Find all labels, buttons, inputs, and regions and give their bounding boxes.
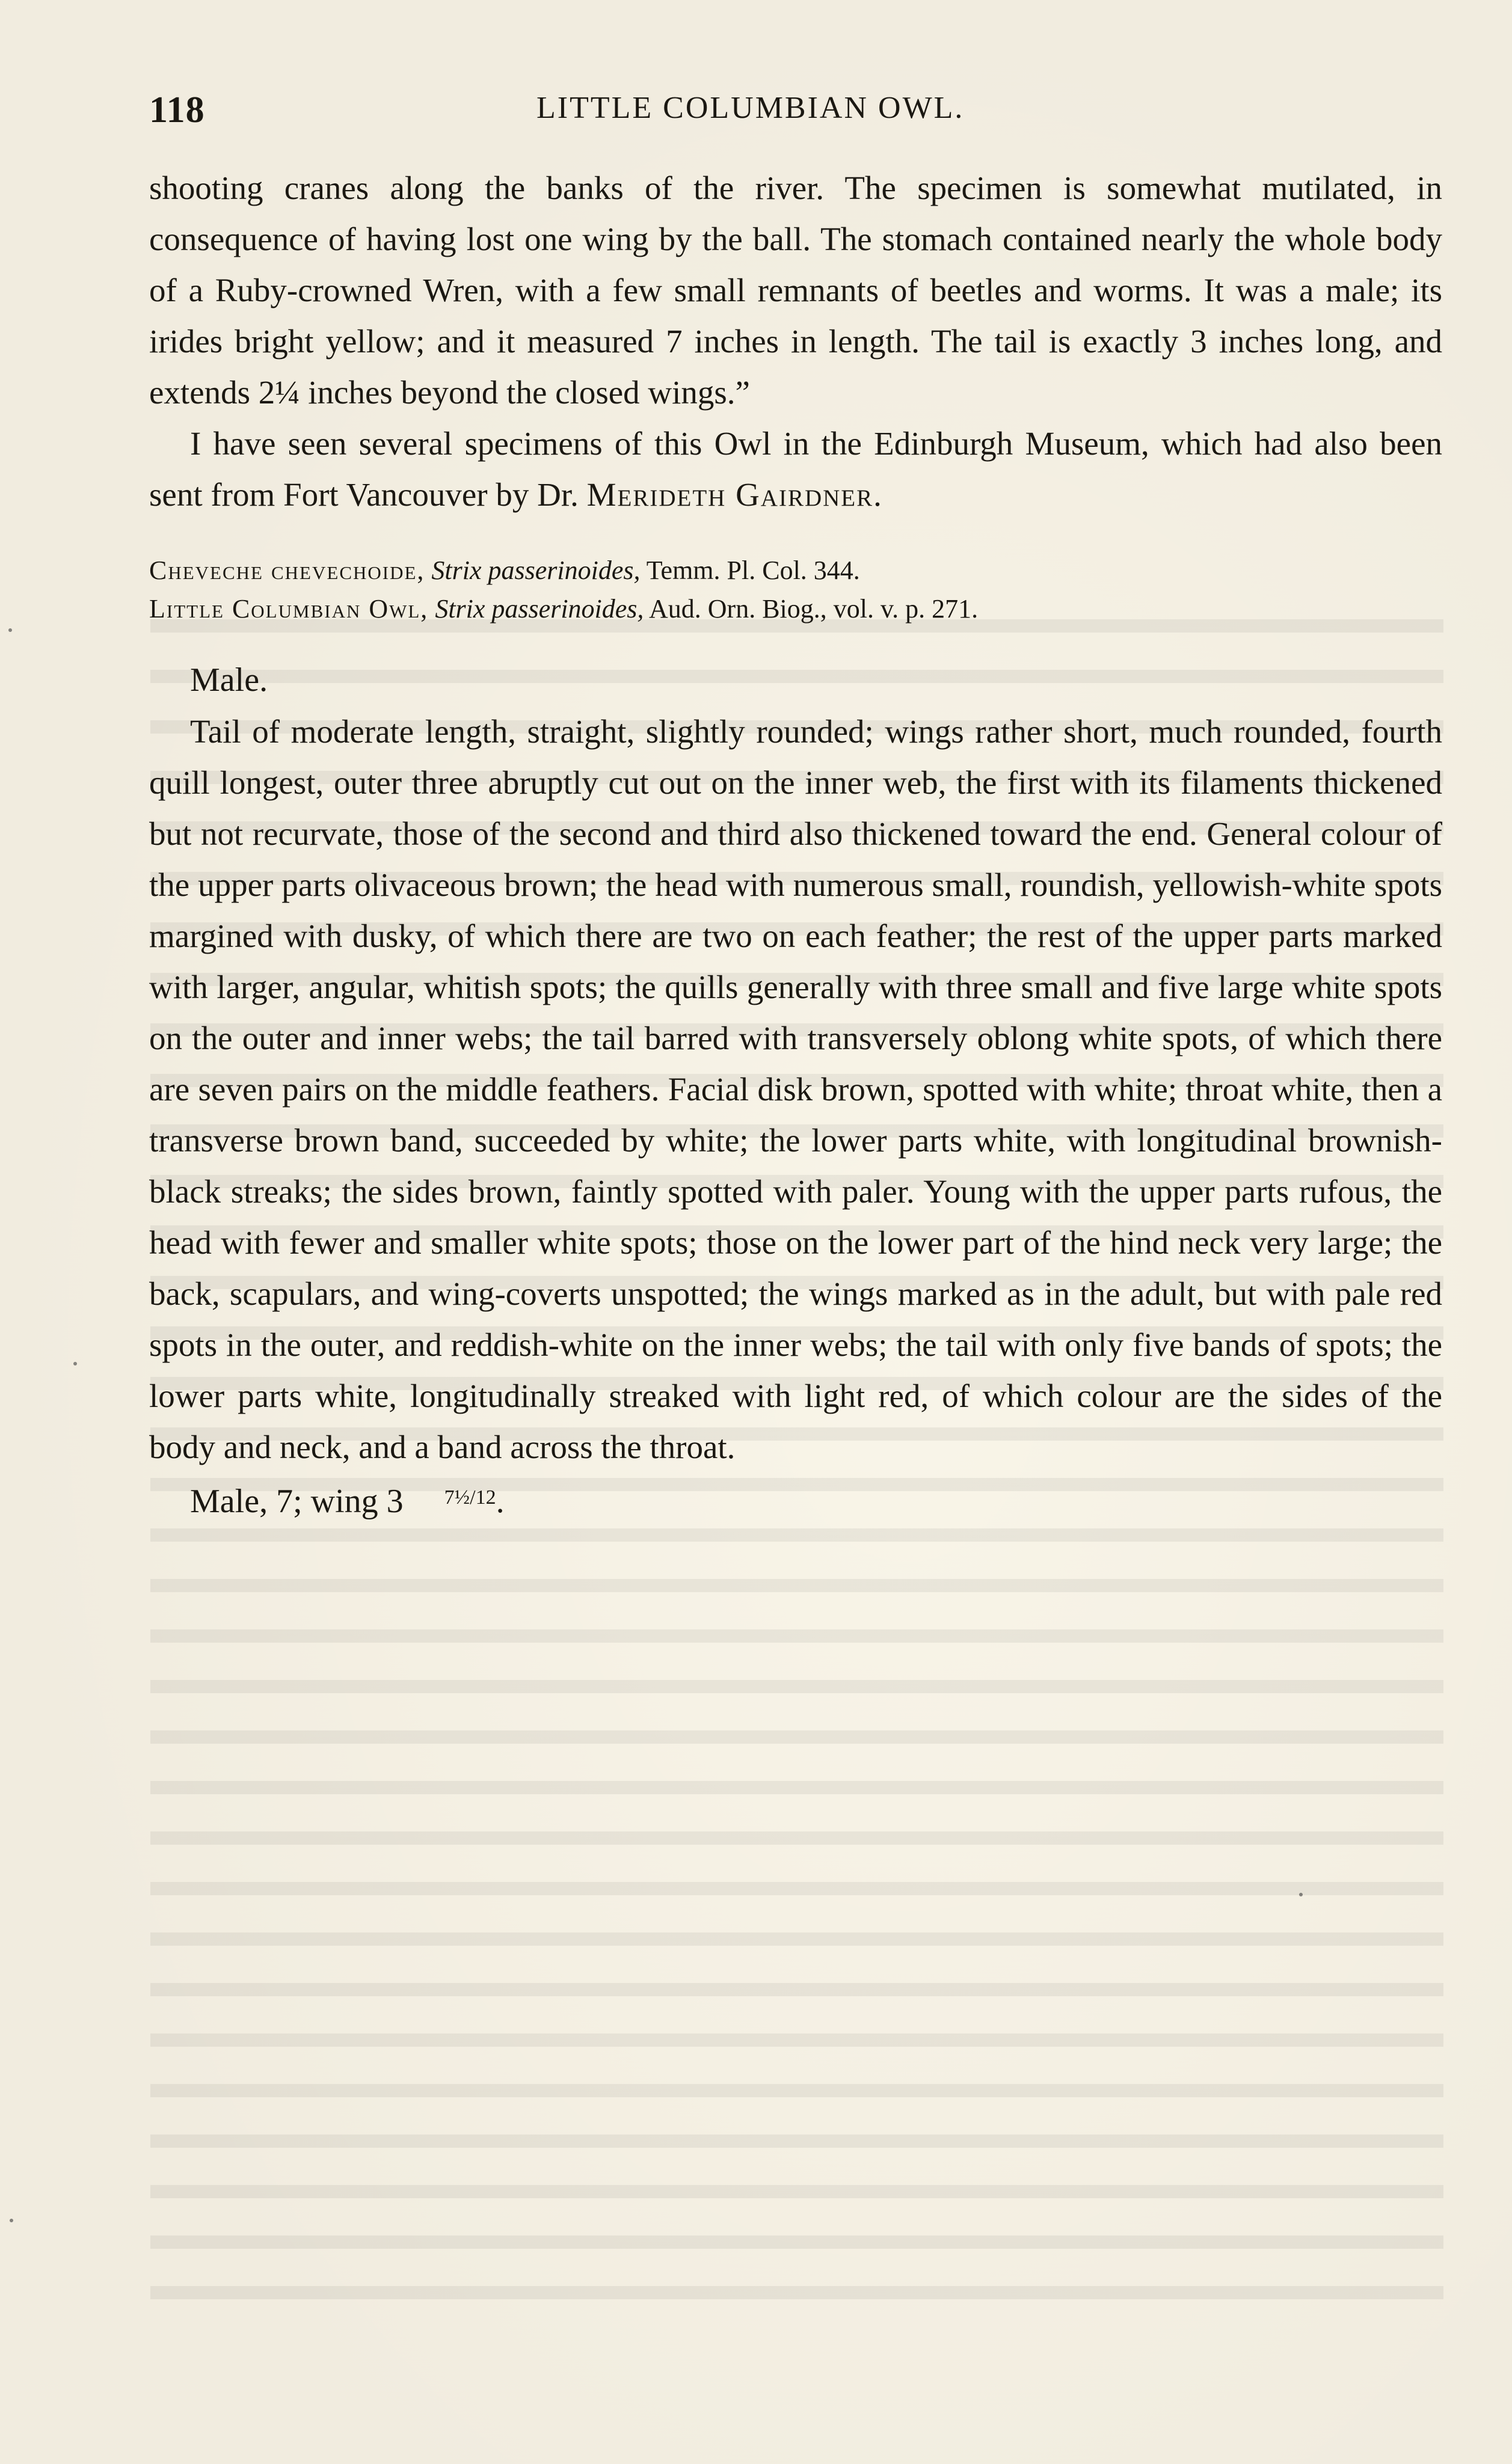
reference-name: Little Columbian Owl, — [149, 594, 429, 624]
paragraph-quote-end — [149, 162, 1442, 418]
reference-line — [149, 590, 1442, 628]
synonymy-references — [149, 551, 1442, 628]
paper-speck — [8, 628, 12, 632]
paragraph-text: I have seen several specimens of this Owl in the Edinburgh Museum, which had also been sent from Fort Vancouver by Dr. — [149, 425, 1442, 513]
paper-speck — [73, 1362, 77, 1365]
text-block — [149, 162, 1442, 1527]
measure-label: Male, 7; wing — [190, 1483, 387, 1520]
paragraph-text-end: inches beyond the closed wings.” — [300, 374, 750, 411]
paragraph-museum — [149, 418, 1442, 520]
paper-speck — [1299, 1893, 1303, 1896]
reference-name: Cheveche chevechoide, — [149, 556, 425, 585]
reference-source: Temm. Pl. Col. 344. — [640, 556, 860, 585]
running-head — [149, 89, 1442, 131]
measurements — [149, 1476, 1442, 1527]
measure-value: 3 — [386, 1483, 404, 1520]
fraction-value: 2¼ — [258, 374, 300, 411]
reference-latin: Strix passerinoides, — [435, 594, 644, 624]
reference-line — [149, 551, 1442, 590]
measure-end: . — [496, 1483, 505, 1520]
reference-latin: Strix passerinoides, — [431, 556, 641, 585]
reference-source: Aud. Orn. Biog., vol. v. p. 271. — [644, 594, 979, 624]
paragraph-text-end: . — [873, 476, 882, 513]
description-paragraph: Tail of moderate length, straight, slightly rounded; wings rather short, much rounded, fourth quill longest, outer three abruptly cut out on the inner web, the first with its filaments thickened but not recurvate, those of the second and third also thickened toward the end. General colour of the upper parts olivaceous brown; the head with numerous small, roundish, yellowish-white spots margined with dusky, of which there are two on each feather; the rest of the upper parts marked with larger, angular, whitish spots; the quills generally with three small and five large white spots on the outer and inner webs; the tail barred with transversely oblong white spots, of which there are seven pairs on the middle feathers. Facial disk brown, spotted with white; throat white, then a transverse brown band, succeeded by white; the lower parts white, with longitudinal brownish-black streaks; the sides brown, faintly spotted with paler. Young with the upper parts rufous, the head with fewer and smaller white spots; those on the lower part of the hind neck very large; the back, scapulars, and wing-coverts unspotted; the wings marked as in the adult, but with pale red spots in the outer, and reddish-white on the inner webs; the tail with only five bands of spots; the lower parts white, longitudinally streaked with light red, of which colour are the sides of the body and neck, and a band across the throat. — [149, 713, 1442, 1465]
male-heading: Male. — [190, 661, 268, 699]
paper-speck — [10, 2219, 13, 2222]
person-name: Merideth Gairdner — [586, 476, 874, 513]
measure-fraction: 7½/12 — [444, 1486, 496, 1509]
page-number: 118 — [149, 90, 205, 130]
running-title: LITTLE COLUMBIAN OWL. — [536, 91, 965, 125]
paragraph-text: shooting cranes along the banks of the river. The specimen is somewhat mutilated, in consequence of having lost one wing by the ball. The stomach contained nearly the whole body of a Ruby-crowned Wren, with a few small remnants of beetles and worms. It was a male; its irides bright yellow; and it measured 7 inches in length. The tail is exactly 3 inches long, and extends — [149, 170, 1442, 411]
